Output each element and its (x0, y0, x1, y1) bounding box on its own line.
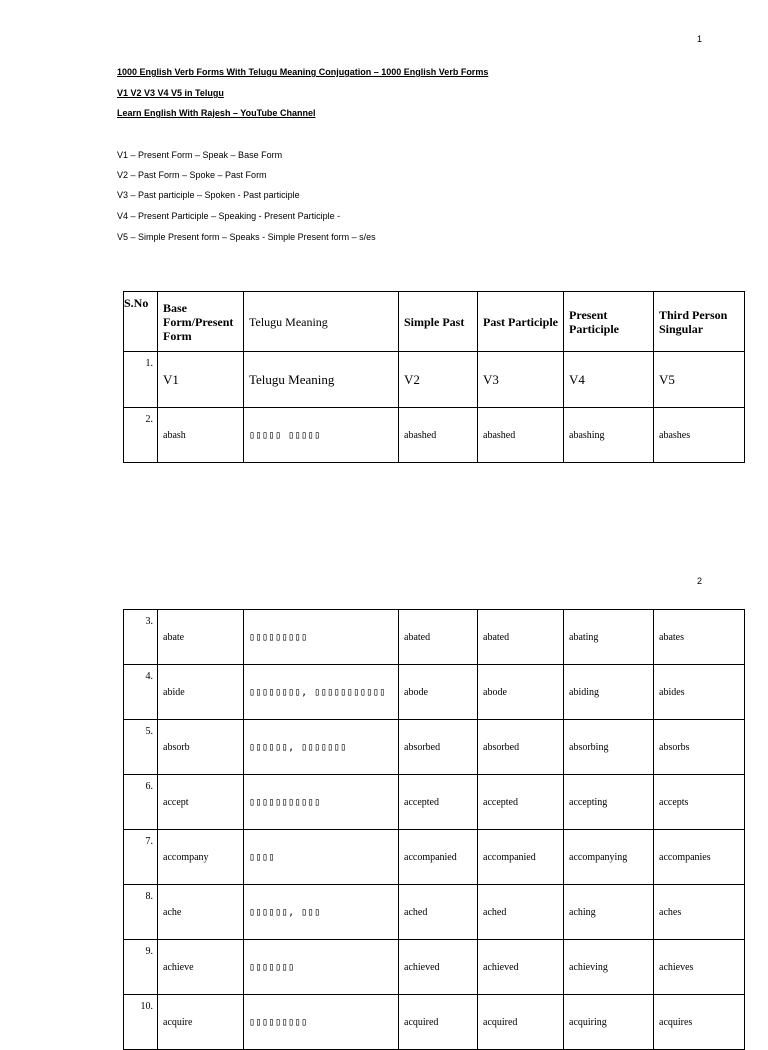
document-subtitle: V1 V2 V3 V4 V5 in Telugu (117, 88, 224, 98)
cell-sno: 3. (124, 610, 158, 665)
cell-third-person: abides (654, 665, 745, 720)
verb-form-line-v2: V2 – Past Form – Spoke – Past Form (117, 170, 267, 180)
cell-present-participle: abating (564, 610, 654, 665)
verb-form-line-v1: V1 – Present Form – Speak – Base Form (117, 150, 283, 160)
table-row-codes (124, 352, 745, 408)
cell-past-participle: abode (478, 665, 564, 720)
table-row (124, 885, 745, 940)
header-past-participle: Past Participle (478, 292, 564, 352)
cell-third-person: aches (654, 885, 745, 940)
header-sno: S.No (124, 292, 158, 352)
cell-telugu-meaning: ▯▯▯▯▯▯, ▯▯▯ (244, 885, 399, 940)
cell-past-participle: accompanied (478, 830, 564, 885)
verb-table-page1 (123, 291, 745, 463)
cell-present-participle: accepting (564, 775, 654, 830)
cell-sno: 4. (124, 665, 158, 720)
header-simple-past: Simple Past (399, 292, 478, 352)
cell-simple-past: absorbed (399, 720, 478, 775)
cell-past-participle: abashed (478, 408, 564, 463)
cell-sno: 8. (124, 885, 158, 940)
cell-past-participle: abated (478, 610, 564, 665)
cell-past-participle: achieved (478, 940, 564, 995)
cell-present-participle: achieving (564, 940, 654, 995)
cell-past-participle: accepted (478, 775, 564, 830)
cell-past-participle: absorbed (478, 720, 564, 775)
header-telugu-meaning: Telugu Meaning (244, 292, 399, 352)
cell-simple-past: accepted (399, 775, 478, 830)
header-third-person: Third Person Singular (654, 292, 745, 352)
cell-present-participle: abashing (564, 408, 654, 463)
cell-telugu-meaning: ▯▯▯▯▯ ▯▯▯▯▯ (244, 408, 399, 463)
cell-third-person: accepts (654, 775, 745, 830)
cell-sno: 10. (124, 995, 158, 1050)
cell-past-participle: ached (478, 885, 564, 940)
cell-sno: 2. (124, 408, 158, 463)
cell-base-form: abate (158, 610, 244, 665)
cell-present-participle: acquiring (564, 995, 654, 1050)
cell-past-participle: acquired (478, 995, 564, 1050)
cell-sno: 9. (124, 940, 158, 995)
table-row (124, 408, 745, 463)
cell-sno: 6. (124, 775, 158, 830)
page-number: 2 (697, 576, 703, 586)
cell-simple-past: accompanied (399, 830, 478, 885)
cell-base-form: accept (158, 775, 244, 830)
cell-base-form: absorb (158, 720, 244, 775)
cell-present-participle: absorbing (564, 720, 654, 775)
cell-telugu-meaning: ▯▯▯▯▯▯▯▯, ▯▯▯▯▯▯▯▯▯▯▯ (244, 665, 399, 720)
cell-base-form: accompany (158, 830, 244, 885)
cell-simple-past: abashed (399, 408, 478, 463)
cell-simple-past: achieved (399, 940, 478, 995)
cell-third-person: acquires (654, 995, 745, 1050)
cell-third-person: absorbs (654, 720, 745, 775)
cell-third-person: abates (654, 610, 745, 665)
cell-telugu-meaning: ▯▯▯▯▯▯▯ (244, 940, 399, 995)
header-base-form: Base Form/Present Form (158, 292, 244, 352)
cell-simple-past: ached (399, 885, 478, 940)
cell-third-person: accompanies (654, 830, 745, 885)
cell-simple-past: abode (399, 665, 478, 720)
cell-telugu-meaning: ▯▯▯▯▯▯▯▯▯ (244, 995, 399, 1050)
cell-code: Telugu Meaning (244, 352, 399, 408)
cell-telugu-meaning: ▯▯▯▯▯▯, ▯▯▯▯▯▯▯ (244, 720, 399, 775)
verb-form-line-v5: V5 – Simple Present form – Speaks - Simple Present form – s/es (117, 232, 376, 242)
cell-sno: 1. (124, 352, 158, 408)
cell-third-person: abashes (654, 408, 745, 463)
table-row (124, 610, 745, 665)
page-number: 1 (697, 34, 703, 44)
table-row (124, 775, 745, 830)
cell-telugu-meaning: ▯▯▯▯▯▯▯▯▯▯▯ (244, 775, 399, 830)
cell-code: V3 (478, 352, 564, 408)
cell-present-participle: accompanying (564, 830, 654, 885)
cell-simple-past: abated (399, 610, 478, 665)
cell-simple-past: acquired (399, 995, 478, 1050)
cell-base-form: abash (158, 408, 244, 463)
table-row (124, 940, 745, 995)
cell-telugu-meaning: ▯▯▯▯ (244, 830, 399, 885)
cell-present-participle: aching (564, 885, 654, 940)
verb-table-page2 (123, 609, 745, 1050)
table-row (124, 720, 745, 775)
header-present-participle: Present Participle (564, 292, 654, 352)
cell-telugu-meaning: ▯▯▯▯▯▯▯▯▯ (244, 610, 399, 665)
cell-third-person: achieves (654, 940, 745, 995)
cell-base-form: acquire (158, 995, 244, 1050)
cell-code: V4 (564, 352, 654, 408)
verb-form-line-v3: V3 – Past participle – Spoken - Past participle (117, 190, 300, 200)
cell-code: V2 (399, 352, 478, 408)
cell-base-form: abide (158, 665, 244, 720)
cell-present-participle: abiding (564, 665, 654, 720)
table-row (124, 995, 745, 1050)
cell-sno: 5. (124, 720, 158, 775)
cell-sno: 7. (124, 830, 158, 885)
table-row (124, 665, 745, 720)
cell-code: V1 (158, 352, 244, 408)
table-header-row (124, 292, 745, 352)
document-title: 1000 English Verb Forms With Telugu Meaning Conjugation – 1000 English Verb Forms (117, 67, 489, 77)
cell-base-form: ache (158, 885, 244, 940)
verb-form-line-v4: V4 – Present Participle – Speaking - Present Participle - (117, 211, 341, 221)
table-row (124, 830, 745, 885)
cell-base-form: achieve (158, 940, 244, 995)
channel-credit: Learn English With Rajesh – YouTube Channel (117, 108, 316, 118)
cell-code: V5 (654, 352, 745, 408)
